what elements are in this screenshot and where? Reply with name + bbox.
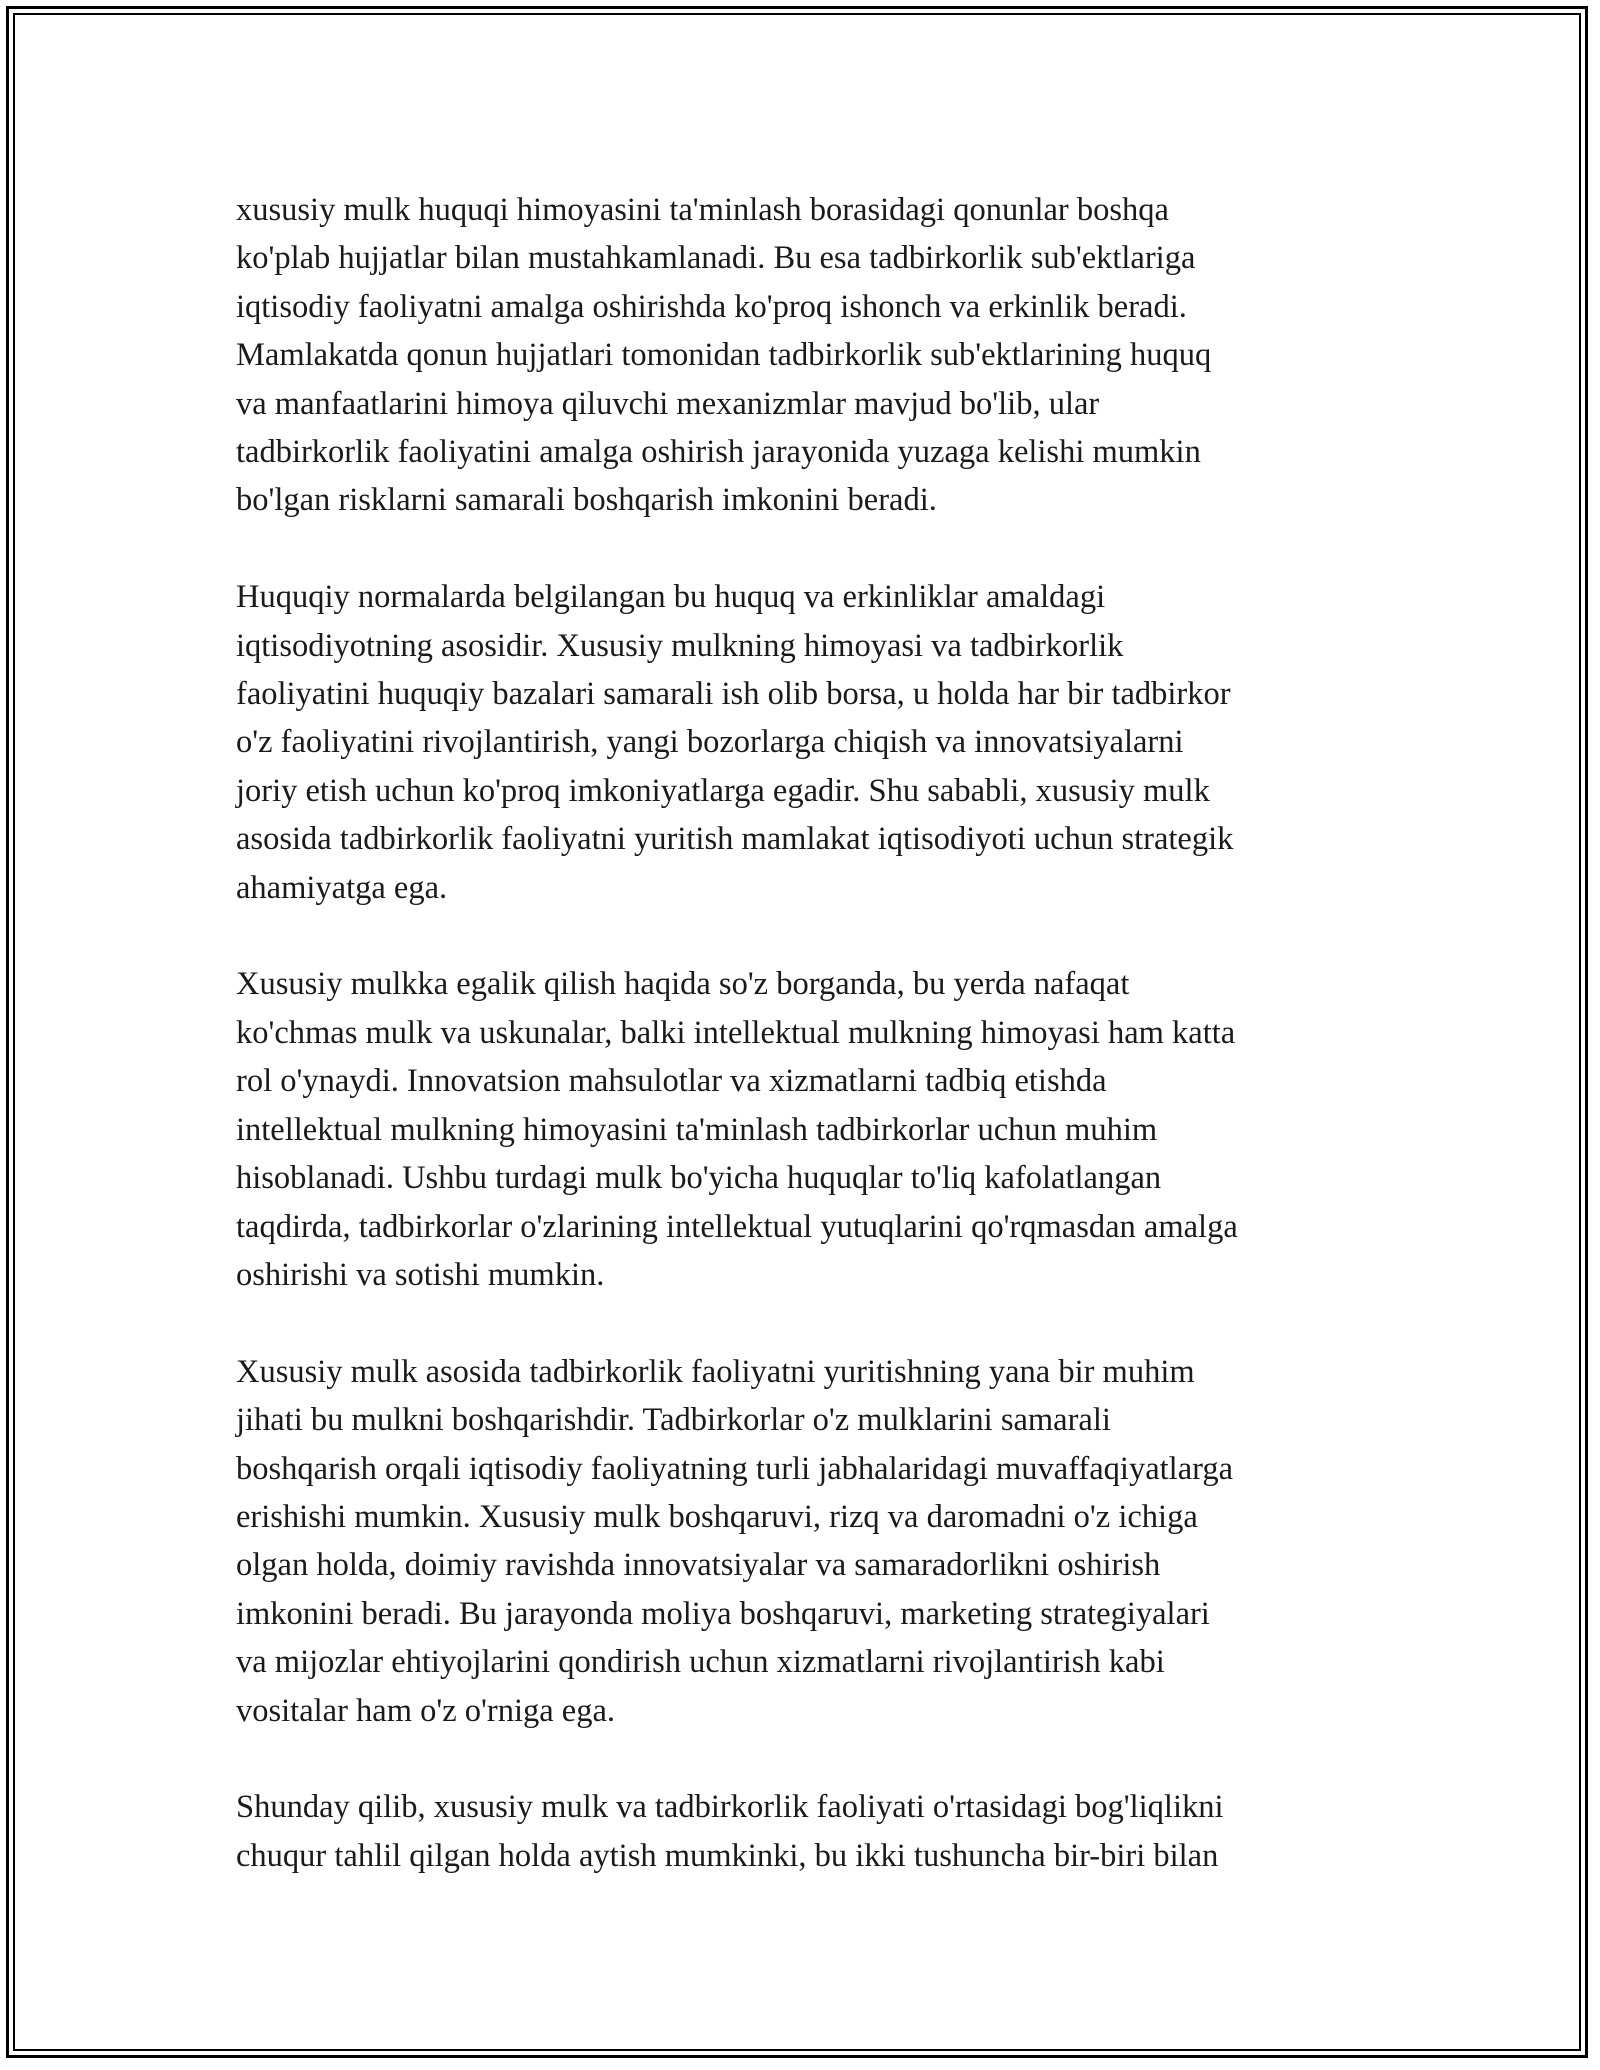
- text-line: bo'lgan risklarni samarali boshqarish imkonini beradi.: [236, 482, 937, 519]
- paragraph-4: [236, 1348, 1376, 1735]
- paragraph-1: [236, 186, 1376, 525]
- text-line: ahamiyatga ega.: [236, 869, 448, 906]
- text-line: Mamlakatda qonun hujjatlari tomonidan tadbirkorlik sub'ektlarining huquq: [236, 337, 1212, 374]
- paragraph-2: [236, 573, 1376, 912]
- text-line: Shunday qilib, xususiy mulk va tadbirkorlik faoliyati o'rtasidagi bog'liqlikni: [236, 1789, 1224, 1826]
- paragraph-5: [236, 1783, 1376, 1880]
- text-line: joriy etish uchun ko'proq imkoniyatlarga egadir. Shu sababli, xususiy mulk: [236, 772, 1210, 809]
- text-line: erishishi mumkin. Xususiy mulk boshqaruvi, rizq va daromadni o'z ichiga: [236, 1498, 1198, 1535]
- text-line: Xususiy mulk asosida tadbirkorlik faoliyatni yuritishning yana bir muhim: [236, 1353, 1195, 1390]
- text-line: olgan holda, doimiy ravishda innovatsiyalar va samaradorlikni oshirish: [236, 1547, 1161, 1584]
- text-line: oshirishi va sotishi mumkin.: [236, 1256, 605, 1293]
- text-line: hisoblanadi. Ushbu turdagi mulk bo'yicha huquqlar to'liq kafolatlangan: [236, 1160, 1162, 1197]
- text-line: tadbirkorlik faoliyatini amalga oshirish jarayonida yuzaga kelishi mumkin: [236, 434, 1201, 471]
- text-line: va mijozlar ehtiyojlarini qondirish uchun xizmatlarni rivojlantirish kabi: [236, 1644, 1165, 1681]
- text-line: rol o'ynaydi. Innovatsion mahsulotlar va xizmatlarni tadbiq etishda: [236, 1063, 1107, 1100]
- text-line: va manfaatlarini himoya qiluvchi mexanizmlar mavjud bo'lib, ular: [236, 385, 1100, 422]
- text-line: jihati bu mulkni boshqarishdir. Tadbirkorlar o'z mulklarini samarali: [236, 1402, 1111, 1439]
- paragraph-3: [236, 960, 1376, 1299]
- text-line: xususiy mulk huquqi himoyasini ta'minlash borasidagi qonunlar boshqa: [236, 192, 1169, 228]
- text-line: boshqarish orqali iqtisodiy faoliyatning turli jabhalaridagi muvaffaqiyatlarga: [236, 1450, 1234, 1487]
- document-body: [236, 186, 1376, 1929]
- text-line: imkonini beradi. Bu jarayonda moliya boshqaruvi, marketing strategiyalari: [236, 1595, 1210, 1632]
- text-line: asosida tadbirkorlik faoliyatni yuritish mamlakat iqtisodiyoti uchun strategik: [236, 821, 1234, 858]
- text-line: ko'chmas mulk va uskunalar, balki intellektual mulkning himoyasi ham katta: [236, 1014, 1236, 1051]
- text-line: faoliyatini huquqiy bazalari samarali ish olib borsa, u holda har bir tadbirkor: [236, 676, 1231, 713]
- text-line: Huquqiy normalarda belgilangan bu huquq va erkinliklar amaldagi: [236, 579, 1106, 616]
- text-line: ko'plab hujjatlar bilan mustahkamlanadi. Bu esa tadbirkorlik sub'ektlariga: [236, 240, 1196, 277]
- text-line: taqdirda, tadbirkorlar o'zlarining intellektual yutuqlarini qo'rqmasdan amalga: [236, 1208, 1238, 1245]
- text-line: chuqur tahlil qilgan holda aytish mumkinki, bu ikki tushuncha bir-biri bilan: [236, 1837, 1219, 1874]
- text-line: vositalar ham o'z o'rniga ega.: [236, 1692, 616, 1729]
- text-line: iqtisodiyotning asosidir. Xususiy mulkning himoyasi va tadbirkorlik: [236, 627, 1124, 664]
- text-line: Xususiy mulkka egalik qilish haqida so'z borganda, bu yerda nafaqat: [236, 966, 1130, 1003]
- text-line: o'z faoliyatini rivojlantirish, yangi bozorlarga chiqish va innovatsiyalarni: [236, 724, 1184, 761]
- text-line: iqtisodiy faoliyatni amalga oshirishda ko'proq ishonch va erkinlik beradi.: [236, 288, 1187, 325]
- text-line: intellektual mulkning himoyasini ta'minlash tadbirkorlar uchun muhim: [236, 1111, 1158, 1148]
